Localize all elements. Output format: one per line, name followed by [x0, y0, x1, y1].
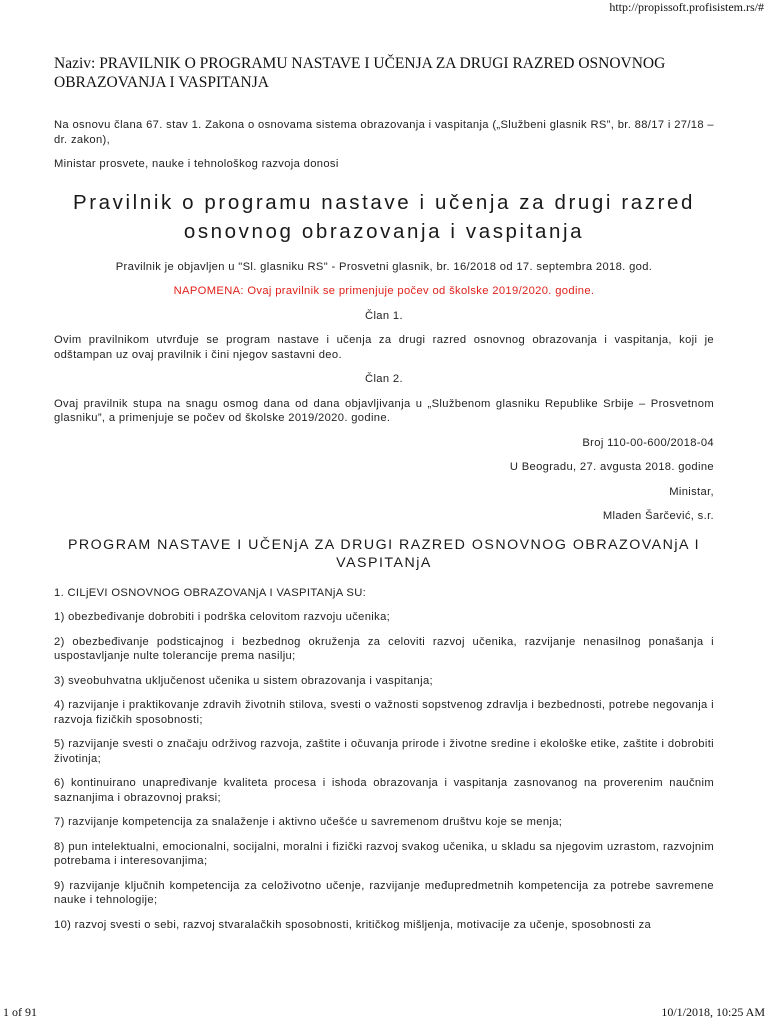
goals-heading: 1. CILjEVI OSNOVNOG OBRAZOVANjA I VASPITANjA SU:	[54, 586, 367, 599]
publication-note: Pravilnik je objavljen u "Sl. glasniku RS" - Prosvetni glasnik, br. 16/2018 od 17. septembra 2018. god.	[115, 260, 653, 273]
article-2-text: Ovaj pravilnik stupa na snagu osmog dana od dana objavljivanja u „Službenom glasniku Republike Srbije – Prosvetnom glasniku”, a primenjuje se počev od školske 2019/2020. godine.	[54, 397, 714, 424]
goal-item: 6) kontinuirano unapređivanje kvaliteta procesa i ishoda obrazovanja i vaspitanja zasnovanog na proverenim naučnim saznanjima i obrazovnoj praksi;	[54, 777, 714, 804]
goal-item: 7) razvijanje kompetencija za snalaženje i aktivno učešće u savremenom društvu koje se menja;	[54, 816, 563, 828]
enacting-statement: Ministar prosvete, nauke i tehnološkog razvoja donosi	[54, 158, 339, 170]
program-title: PROGRAM NASTAVE I UČENjA ZA DRUGI RAZRED OSNOVNOG OBRAZOVANjA I VASPITANjA	[67, 536, 701, 571]
application-note: NAPOMENA: Ovaj pravilnik se primenjuje počev od školske 2019/2020. godine.	[173, 285, 595, 297]
reference-number: Broj 110-00-600/2018-04	[582, 436, 714, 449]
goal-item: 3) sveobuhvatna uključenost učenika u sistem obrazovanja i vaspitanja;	[54, 674, 433, 687]
article-1-heading: Član 1.	[365, 309, 403, 322]
article-2-heading: Član 2.	[365, 373, 403, 385]
goal-item: 9) razvijanje ključnih kompetencija za celoživotno učenje, razvijanje međupredmetnih kompetencija za potrebe savremene nauke i tehnologije;	[54, 879, 714, 906]
goal-item: 5) razvijanje svesti o značaju održivog razvoja, zaštite i očuvanja prirode i životne sredine i ekološke etike, zaštite i dobrobiti životinja;	[54, 738, 714, 765]
document-name: Naziv: PRAVILNIK O PROGRAMU NASTAVE I UČENJA ZA DRUGI RAZRED OSNOVNOG OBRAZOVANJA I VASPITANJA	[54, 55, 666, 91]
print-header-url: http://propissoft.profisistem.rs/#	[609, 0, 764, 14]
signatory-role: Ministar,	[669, 485, 714, 498]
legal-basis: Na osnovu člana 67. stav 1. Zakona o osnovama sistema obrazovanja i vaspitanja („Službeni glasnik RS”, br. 88/17 i 27/18 – dr. zakon),	[54, 119, 714, 146]
document-title: Pravilnik o programu nastave i učenja za drugi razred osnovnog obrazovanja i vaspitanja	[72, 190, 696, 243]
signatory-name: Mladen Šarčević, s.r.	[602, 510, 714, 522]
document-body	[54, 118, 714, 942]
goal-item: 2) obezbeđivanje podsticajnog i bezbednog okruženja za celoviti razvoj učenika, razvijanje nenasilnog ponašanja i uspostavljanje nulte tolerancije prema nasilju;	[54, 635, 714, 662]
place-date: U Beogradu, 27. avgusta 2018. godine	[509, 461, 714, 473]
goal-item: 8) pun intelektualni, emocionalni, socijalni, moralni i fizički razvoj svakog učenika, u skladu sa njegovim uzrastom, razvojnim potrebama i interesovanjima;	[54, 840, 714, 867]
article-1-text: Ovim pravilnikom utvrđuje se program nastave i učenja za drugi razred osnovnog obrazovanja i vaspitanja, koji je odštampan uz ovaj pravilnik i čini njegov sastavni deo.	[54, 334, 714, 361]
goal-item: 10) razvoj svesti o sebi, razvoj stvaralačkih sposobnosti, kritičkog mišljenja, motivacije za učenje, sposobnosti za	[54, 918, 652, 931]
page-counter: 1 of 91	[3, 1005, 37, 1019]
goal-item: 4) razvijanje i praktikovanje zdravih životnih stilova, svesti o važnosti sopstvenog zdravlja i bezbednosti, potrebe negovanja i razvoja fizičkih sposobnosti;	[54, 699, 714, 726]
print-datetime: 10/1/2018, 10:25 AM	[661, 1005, 765, 1019]
goal-item: 1) obezbeđivanje dobrobiti i podrška celovitom razvoju učenika;	[54, 611, 391, 623]
